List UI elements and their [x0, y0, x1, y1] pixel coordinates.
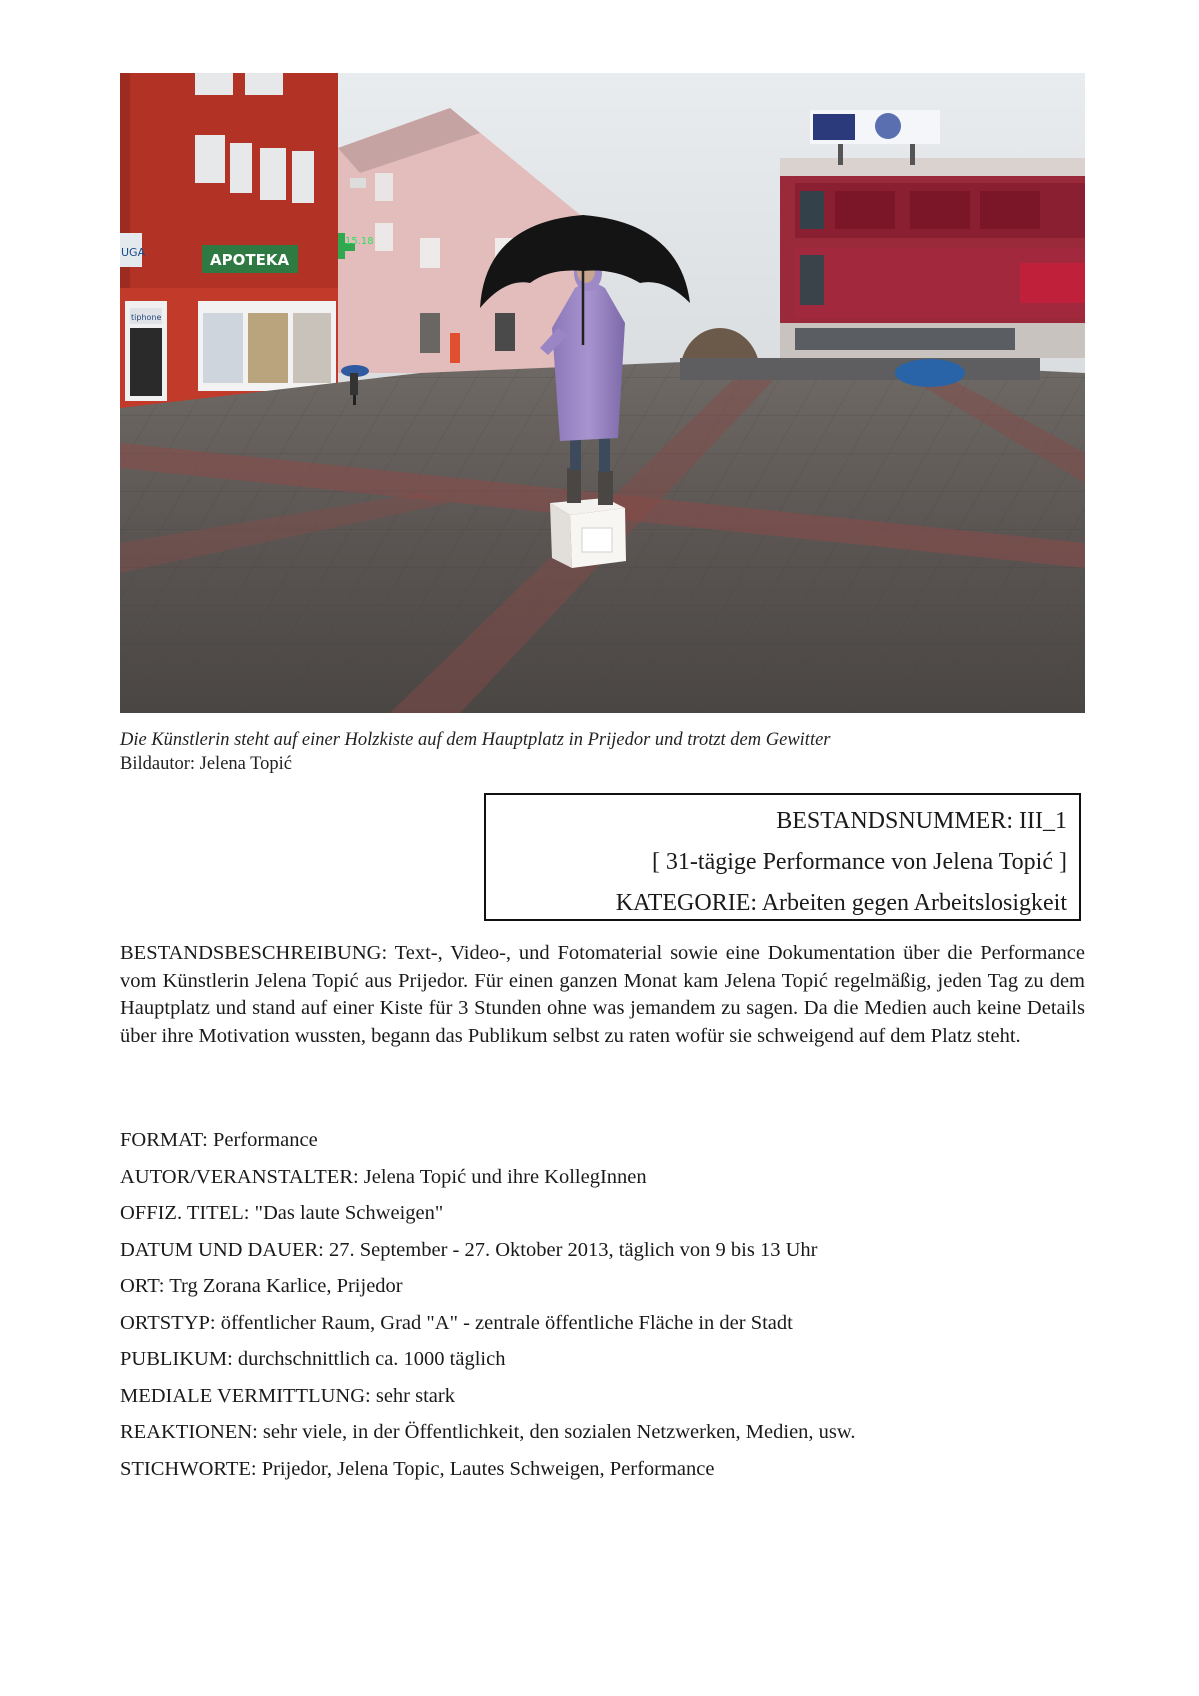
svg-text:UGA: UGA: [121, 246, 146, 259]
svg-text:tiphone: tiphone: [131, 313, 162, 322]
pharmacy-building: [120, 73, 338, 408]
department-store-building: [780, 158, 1085, 358]
caption-text: Die Künstlerin steht auf einer Holzkiste auf dem Hauptplatz in Prijedor und trotzt dem Gewitter: [120, 730, 831, 750]
inventory-number: BESTANDSNUMMER: III_1: [776, 808, 1067, 834]
svg-text:APOTEKA: APOTEKA: [210, 251, 290, 269]
fountain-wall: [680, 358, 1040, 380]
photo-caption: [120, 728, 831, 776]
performance-subtitle: [ 31-tägige Performance von Jelena Topić ]: [651, 849, 1067, 875]
wooden-box: [550, 498, 626, 568]
meta-author: AUTOR/VERANSTALTER: Jelena Topić und ihre KollegInnen: [120, 1165, 647, 1188]
catalog-id-box: [484, 793, 1081, 921]
meta-audience: PUBLIKUM: durchschnittlich ca. 1000 täglich: [120, 1348, 506, 1370]
photo-illustration: [120, 73, 1085, 713]
meta-format: FORMAT: Performance: [120, 1129, 318, 1151]
category-line: KATEGORIE: Arbeiten gegen Arbeitslosigkeit: [615, 890, 1067, 916]
blue-tarp: [895, 359, 965, 387]
caption-author: Bildautor: Jelena Topić: [120, 754, 293, 774]
meta-reactions: REAKTIONEN: sehr viele, in der Öffentlichkeit, den sozialen Netzwerken, Medien, usw.: [120, 1421, 856, 1443]
performance-photo: [120, 73, 1085, 713]
inventory-description: BESTANDSBESCHREIBUNG: Text-, Video-, und Fotomaterial sowie eine Dokumentation über die Performance vom Künstlerin Jelena Topić aus Prijedor. Für einen ganzen Monat kam Jelena Topić regelmäßig, jeden Tag zu dem Hauptplatz und stand auf einer Kiste für 3 Stunden ohne was jemandem zu sagen. Da die Medien auch keine Details über ihre Motivation wussten, begann das Publikum selbst zu raten wofür sie schweigend auf dem Platz steht.: [120, 942, 1085, 1047]
meta-title: OFFIZ. TITEL: "Das laute Schweigen": [120, 1202, 444, 1224]
meta-location-type: ORTSTYP: öffentlicher Raum, Grad "A" - zentrale öffentliche Fläche in der Stadt: [120, 1311, 793, 1334]
meta-keywords: STICHWORTE: Prijedor, Jelena Topic, Lautes Schweigen, Performance: [120, 1457, 715, 1480]
metadata-list: [120, 1122, 1085, 1487]
meta-media: MEDIALE VERMITTLUNG: sehr stark: [120, 1384, 455, 1407]
svg-text:15.18: 15.18: [345, 236, 374, 247]
meta-location: ORT: Trg Zorana Karlice, Prijedor: [120, 1275, 403, 1297]
meta-date: DATUM UND DAUER: 27. September - 27. Oktober 2013, täglich von 9 bis 13 Uhr: [120, 1238, 818, 1261]
